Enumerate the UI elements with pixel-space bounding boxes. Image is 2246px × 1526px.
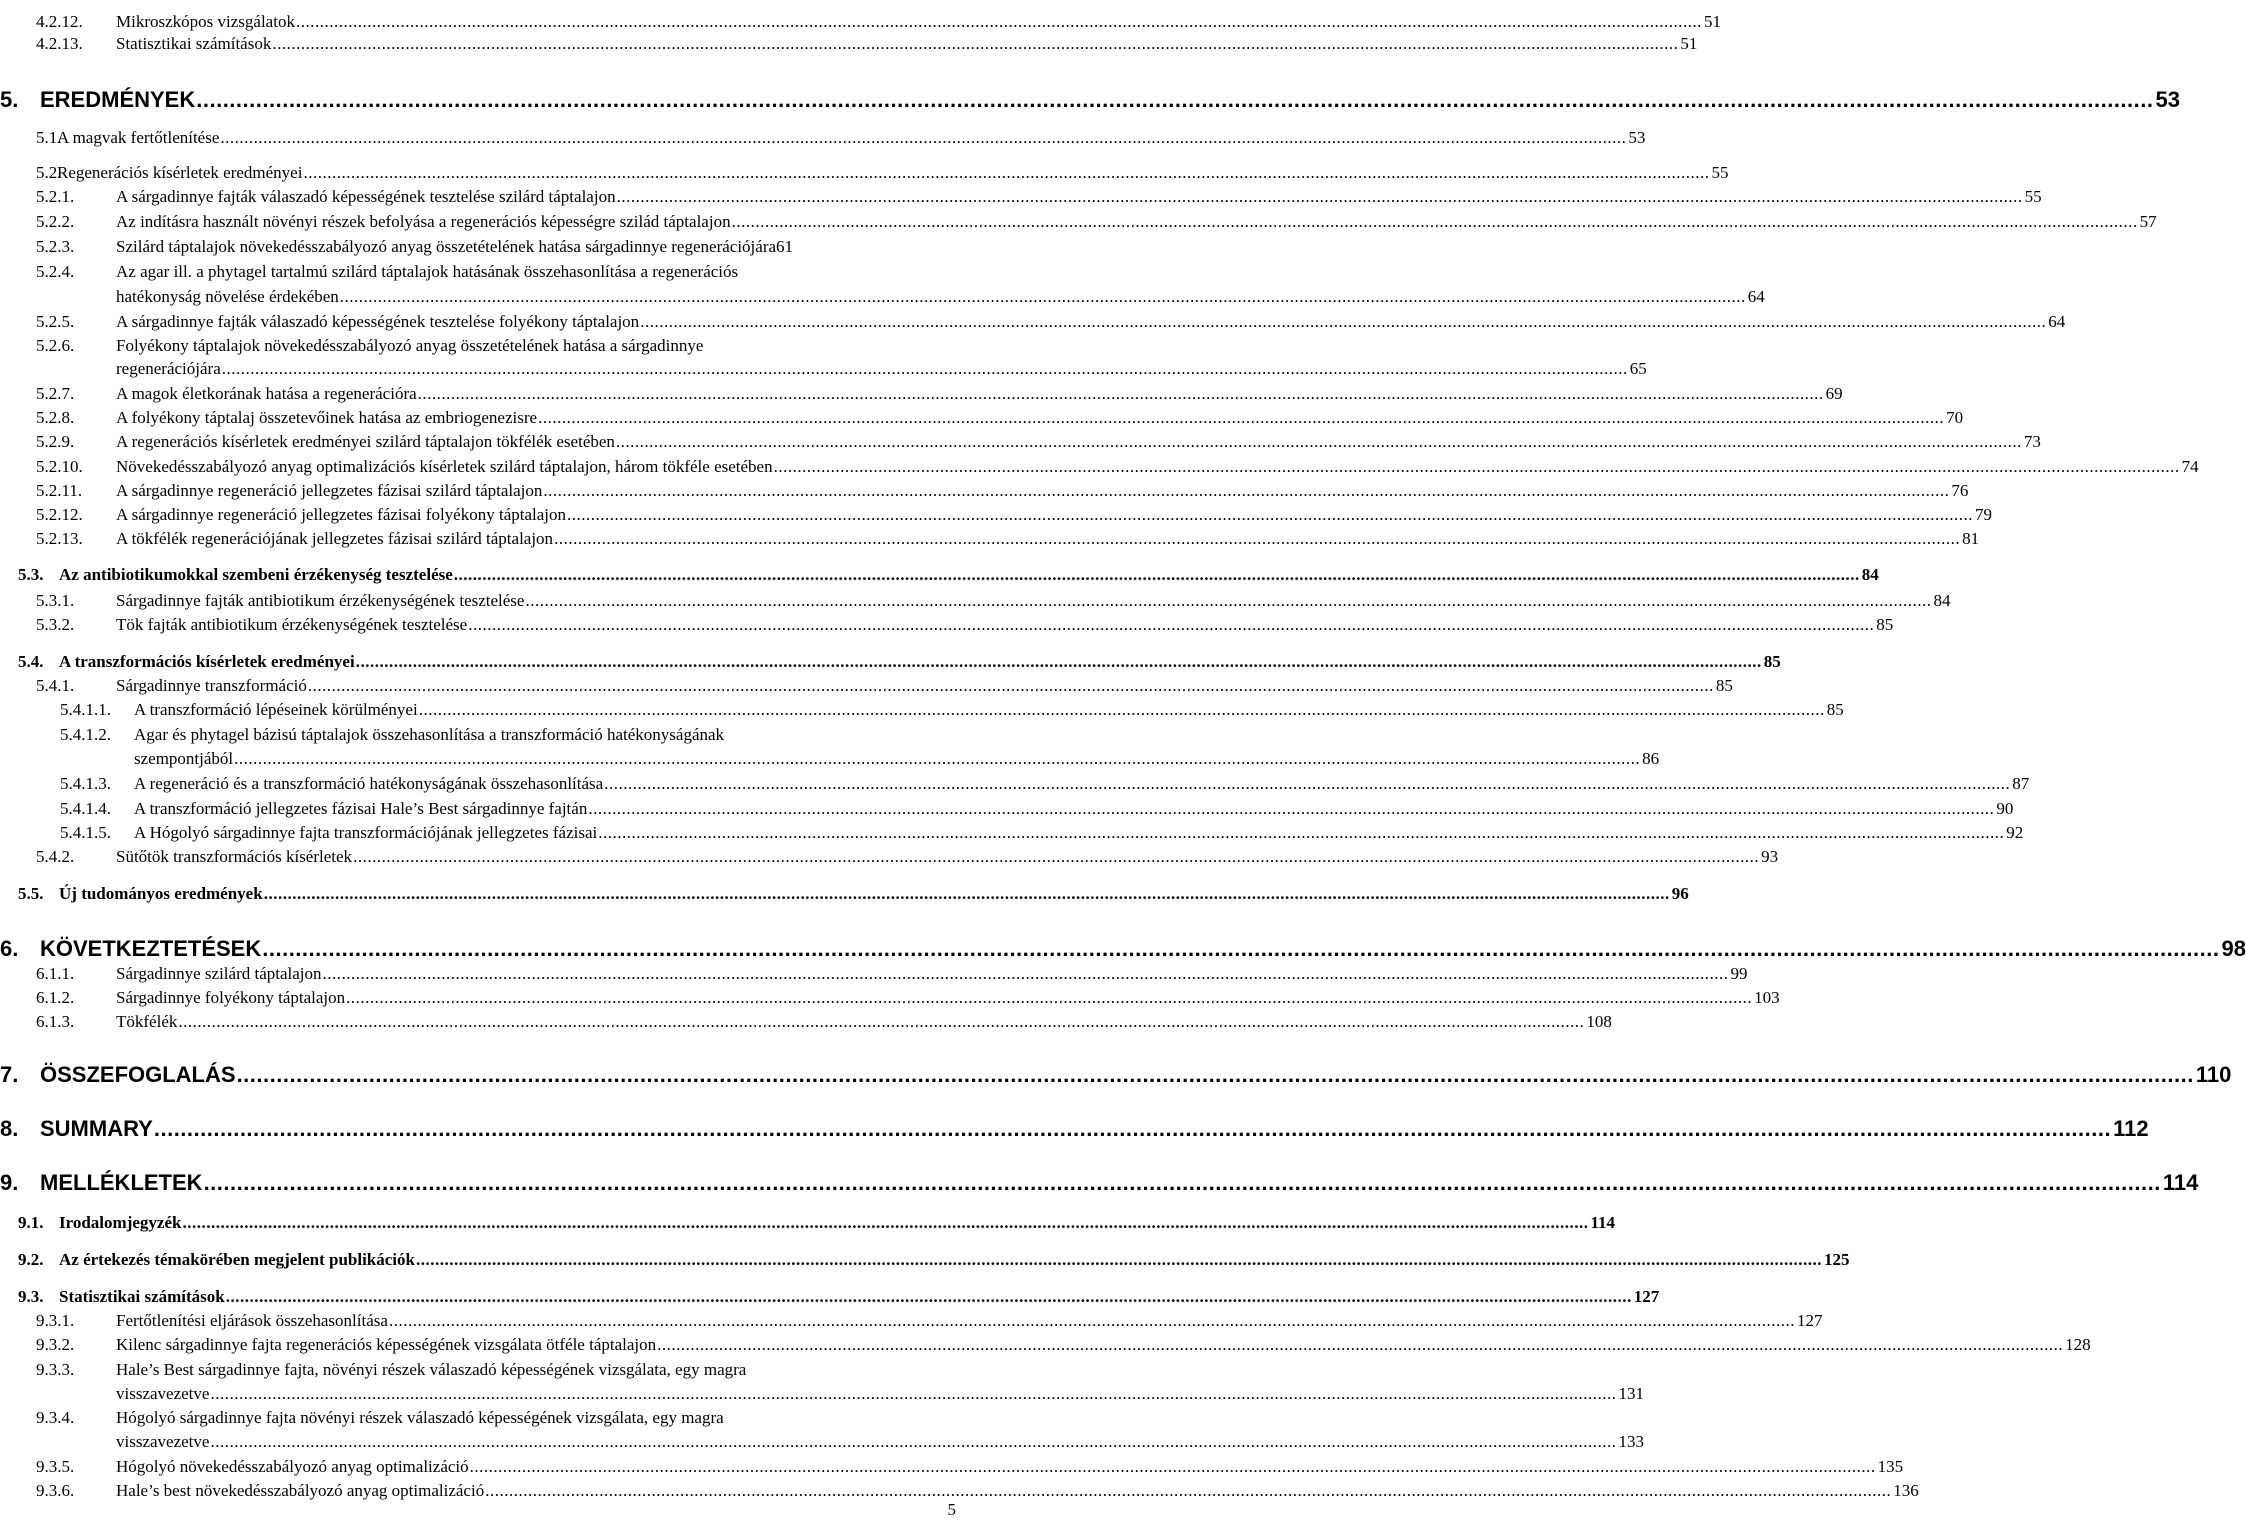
toc-entry-title: A sárgadinnye fajták válaszadó képességének tesztelése szilárd táptalajon <box>116 187 616 206</box>
toc-entry-title: Hale’s Best sárgadinnye fajta, növényi részek válaszadó képességének vizsgálata, egy magra <box>116 1360 747 1379</box>
toc-entry-number: 5.4.1. <box>36 676 75 695</box>
toc-entry-title: A transzformációs kísérletek eredményei <box>59 652 355 671</box>
toc-entry-page: 96 <box>1671 884 1689 903</box>
toc-entry[interactable] <box>36 12 1721 32</box>
toc-entry-title: EREDMÉNYEK <box>40 87 196 112</box>
dot-leader <box>237 1062 2194 1088</box>
toc-entry[interactable] <box>36 312 2066 332</box>
toc-entry-page: 61 <box>776 237 794 256</box>
toc-entry-page: 84 <box>1861 565 1879 584</box>
toc-entry[interactable] <box>18 1250 1850 1270</box>
toc-entry-title: Statisztikai számítások <box>116 34 272 53</box>
toc-entry-number: 9.2. <box>18 1250 44 1269</box>
toc-entry-page: 64 <box>1747 287 1765 306</box>
toc-entry-page: 114 <box>1590 1213 1616 1232</box>
dot-leader <box>588 799 1994 819</box>
toc-entry[interactable] <box>36 408 1964 428</box>
toc-entry-page: 133 <box>1618 1432 1644 1451</box>
toc-entry-number: 5.2.7. <box>36 384 75 403</box>
toc-entry-number: 6.1.2. <box>36 988 75 1007</box>
toc-entry-number: 9.3.3. <box>36 1360 75 1379</box>
toc-entry-title: A Hógolyó sárgadinnye fajta transzformációjának jellegzetes fázisai <box>134 823 598 842</box>
toc-chapter[interactable] <box>0 1062 2232 1088</box>
toc-entry-page: 57 <box>2139 212 2157 231</box>
toc-entry-title: A transzformáció jellegzetes fázisai Hale’s Best sárgadinnye fajtán <box>134 799 588 818</box>
toc-entry[interactable] <box>36 432 2041 452</box>
toc-entry-number: 5.5. <box>18 884 44 903</box>
toc-entry[interactable] <box>18 1213 1616 1233</box>
toc-entry-number: 5.2.11. <box>36 481 83 500</box>
dot-leader <box>210 1384 1616 1404</box>
toc-entry-page: 85 <box>1826 700 1844 719</box>
toc-entry-title: Tökfélék <box>116 1012 178 1031</box>
toc-entry-page: 69 <box>1825 384 1843 403</box>
toc-entry-title: Szilárd táptalajok növekedésszabályozó anyag összetételének hatása sárgadinnye regenerációjára <box>116 237 777 256</box>
toc-entry-page: 55 <box>2024 187 2042 206</box>
toc-entry-number: 5.2.5. <box>36 312 75 331</box>
toc-entry-page: 128 <box>2065 1335 2091 1354</box>
toc-entry-number: 9.3.1. <box>36 1311 75 1330</box>
dot-leader <box>356 652 1762 672</box>
toc-entry[interactable] <box>36 481 1969 501</box>
toc-entry-title: KÖVETKEZTETÉSEK <box>40 936 262 961</box>
page-number: 5 <box>947 1500 956 1519</box>
dot-leader <box>598 823 2004 843</box>
toc-entry-page: 76 <box>1951 481 1969 500</box>
dot-leader <box>416 1250 1822 1270</box>
toc-entry-number: 6.1.1. <box>36 964 75 983</box>
dot-leader <box>210 1432 1616 1452</box>
toc-chapter[interactable] <box>0 87 2180 113</box>
toc-entry-title: Sárgadinnye transzformáció <box>116 676 307 695</box>
toc-entry[interactable] <box>36 128 1646 148</box>
dot-leader <box>657 1335 2063 1355</box>
toc-entry-page: 65 <box>1629 359 1647 378</box>
toc-entry-number: 5.4.1.2. <box>60 725 111 744</box>
toc-entry-title-continued: regenerációjára <box>116 359 221 378</box>
dot-leader <box>323 964 1729 984</box>
dot-leader <box>264 884 1670 904</box>
toc-entry-title: A magok életkorának hatása a regenerációra <box>116 384 417 403</box>
toc-entry-number: 5.2.13. <box>36 529 83 548</box>
toc-entry-page: 73 <box>2023 432 2041 451</box>
dot-leader <box>774 457 2180 477</box>
toc-chapter[interactable] <box>0 936 2246 962</box>
dot-leader <box>303 163 1709 183</box>
toc-entry-title-continued: hatékonyság növelése érdekében <box>116 287 339 306</box>
toc-entry-page: 70 <box>1946 408 1964 427</box>
toc-entry-title: A tökfélék regenerációjának jellegzetes fázisai szilárd táptalajon <box>116 529 554 548</box>
toc-entry-line[interactable] <box>60 725 724 745</box>
dot-leader <box>567 505 1973 525</box>
toc-entry-number: 5.2.1. <box>36 187 75 206</box>
dot-leader <box>182 1213 1588 1233</box>
toc-entry-title: ÖSSZEFOGLALÁS <box>40 1062 236 1087</box>
toc-entry-number: 5.2.2. <box>36 212 75 231</box>
toc-entry[interactable] <box>36 676 1733 696</box>
toc-entry-page: 86 <box>1642 749 1660 768</box>
toc-entry[interactable] <box>36 384 1843 404</box>
toc-entry-title-continued: szempontjából <box>134 749 234 768</box>
toc-entry-number: 5.3.1. <box>36 591 75 610</box>
toc-entry-number: 5.2.9. <box>36 432 75 451</box>
toc-entry[interactable] <box>36 505 1992 525</box>
toc-entry-title: Kilenc sárgadinnye fajta regenerációs képességének vizsgálata ötféle táptalajon <box>116 1335 657 1354</box>
toc-entry-number: 4.2.12. <box>36 12 83 31</box>
toc-entry-number: 5.4.2. <box>36 847 75 866</box>
dot-leader <box>485 1481 1891 1501</box>
toc-entry-page: 53 <box>2155 87 2180 112</box>
dot-leader <box>272 34 1678 54</box>
toc-entry-page: 79 <box>1975 505 1992 524</box>
dot-leader <box>604 774 2010 794</box>
dot-leader <box>346 988 1752 1008</box>
toc-entry-continuation[interactable] <box>116 1432 1644 1452</box>
dot-leader <box>353 847 1759 867</box>
toc-entry-page: 93 <box>1761 847 1779 866</box>
toc-entry-page: 98 <box>2221 936 2246 961</box>
toc-entry-number: 6.1.3. <box>36 1012 75 1031</box>
toc-chapter[interactable] <box>0 1116 2149 1142</box>
toc-entry-number: 5.1. <box>36 128 62 147</box>
toc-entry-number: 5.2.8. <box>36 408 75 427</box>
toc-entry[interactable] <box>36 212 2157 232</box>
toc-entry-title: Fertőtlenítési eljárások összehasonlítása <box>116 1311 388 1330</box>
toc-entry-number: 5. <box>0 87 19 112</box>
dot-leader <box>617 187 2023 207</box>
toc-entry-page: 53 <box>1628 128 1646 147</box>
toc-entry[interactable] <box>36 1012 1612 1032</box>
dot-leader <box>468 615 1874 635</box>
toc-entry-page: 108 <box>1586 1012 1612 1031</box>
toc-entry-page: 64 <box>2048 312 2066 331</box>
toc-entry-title: Hógolyó növekedésszabályozó anyag optimalizáció <box>116 1457 469 1476</box>
toc-entry-number: 4.2.13. <box>36 34 83 53</box>
toc-entry-title: A sárgadinnye fajták válaszadó képességének tesztelése folyékony táptalajon <box>116 312 640 331</box>
toc-entry[interactable] <box>36 591 1951 611</box>
toc-entry-number: 9.3.5. <box>36 1457 75 1476</box>
toc-entry-page: 85 <box>1876 615 1894 634</box>
toc-entry[interactable] <box>36 988 1780 1008</box>
dot-leader <box>732 212 2138 232</box>
toc-entry-page: 51 <box>1703 12 1721 31</box>
toc-entry-continuation[interactable] <box>134 749 1660 769</box>
dot-leader <box>418 384 1824 404</box>
dot-leader <box>389 1311 1795 1331</box>
toc-entry-title: Az antibiotikumokkal szembeni érzékenység tesztelése <box>59 565 453 584</box>
dot-leader <box>616 432 2022 452</box>
dot-leader <box>204 1170 2161 1196</box>
toc-entry-number: 5.2.12. <box>36 505 83 524</box>
dot-leader <box>538 408 1944 428</box>
toc-entry-line[interactable] <box>36 1408 724 1428</box>
toc-entry[interactable] <box>36 964 1748 984</box>
toc-entry[interactable] <box>36 1457 1904 1477</box>
toc-entry-number: 9. <box>0 1170 19 1195</box>
toc-entry-continuation[interactable] <box>116 359 1647 379</box>
toc-entry-page: 112 <box>2113 1116 2149 1141</box>
dot-leader <box>308 676 1714 696</box>
toc-entry-number: 9.3. <box>18 1287 44 1306</box>
toc-entry[interactable] <box>36 237 958 257</box>
dot-leader <box>470 1457 1876 1477</box>
toc-entry[interactable] <box>36 163 1729 183</box>
toc-entry-title: Az indításra használt növényi részek befolyása a regenerációs képességre szilád táptalajon <box>116 212 731 231</box>
toc-entry-title: Sárgadinnye szilárd táptalajon <box>116 964 322 983</box>
toc-entry-title: Mikroszkópos vizsgálatok <box>116 12 295 31</box>
toc-entry-continuation[interactable] <box>116 1384 1644 1404</box>
toc-entry-page: 99 <box>1730 964 1748 983</box>
toc-entry[interactable] <box>60 799 2014 819</box>
toc-entry-number: 5.3. <box>18 565 44 584</box>
toc-entry[interactable] <box>36 1481 1919 1501</box>
dot-leader <box>543 481 1949 501</box>
toc-entry-title: A folyékony táptalaj összetevőinek hatása az embriogenezisre <box>116 408 538 427</box>
dot-leader <box>226 1287 1632 1307</box>
toc-entry-page: 74 <box>2181 457 2199 476</box>
toc-entry[interactable] <box>18 652 1781 672</box>
toc-entry-title: Agar és phytagel bázisú táptalajok összehasonlítása a transzformáció hatékonyságának <box>134 725 725 744</box>
toc-entry[interactable] <box>36 1335 2091 1355</box>
toc-entry[interactable] <box>18 884 1689 904</box>
toc-entry-number: 9.3.4. <box>36 1408 75 1427</box>
toc-entry[interactable] <box>36 847 1779 867</box>
toc-entry-page: 84 <box>1933 591 1951 610</box>
toc-entry-line[interactable] <box>36 1360 746 1380</box>
toc-entry-title: Statisztikai számítások <box>59 1287 225 1306</box>
dot-leader <box>154 1116 2111 1142</box>
toc-entry-page: 127 <box>1633 1287 1660 1306</box>
toc-entry-title: A sárgadinnye regeneráció jellegzetes fázisai szilárd táptalajon <box>116 481 543 500</box>
toc-entry-title: A transzformáció lépéseinek körülményei <box>134 700 418 719</box>
toc-entry[interactable] <box>36 1311 1823 1331</box>
dot-leader <box>525 591 1931 611</box>
toc-entry-page: 90 <box>1996 799 2014 818</box>
toc-entry-page: 125 <box>1823 1250 1850 1269</box>
dot-leader <box>454 565 1860 585</box>
toc-entry-page: 131 <box>1618 1384 1644 1403</box>
toc-entry-number: 9.3.6. <box>36 1481 75 1500</box>
dot-leader <box>220 128 1626 148</box>
toc-entry-page: 81 <box>1962 529 1980 548</box>
dot-leader <box>178 1012 1584 1032</box>
toc-entry-page: 55 <box>1711 163 1729 182</box>
toc-entry-title: Sárgadinnye folyékony táptalajon <box>116 988 346 1007</box>
toc-entry[interactable] <box>36 529 1980 549</box>
toc-entry-title: A regeneráció és a transzformáció hatékonyságának összehasonlítása <box>134 774 604 793</box>
toc-entry-number: 5.2.10. <box>36 457 83 476</box>
toc-entry-title: Tök fajták antibiotikum érzékenységének tesztelése <box>116 615 468 634</box>
toc-entry-number: 9.1. <box>18 1213 44 1232</box>
toc-entry-title: Az értekezés témakörében megjelent publikációk <box>59 1250 415 1269</box>
toc-entry-title: Növekedésszabályozó anyag optimalizációs kísérletek szilárd táptalajon, három tökféle esetében <box>116 457 773 476</box>
toc-entry-number: 5.4.1.3. <box>60 774 111 793</box>
toc-entry-page: 87 <box>2012 774 2030 793</box>
dot-leader <box>419 700 1825 720</box>
toc-entry-page: 103 <box>1754 988 1780 1007</box>
toc-entry-title: A magvak fertőtlenítése <box>57 128 220 147</box>
dot-leader <box>222 359 1628 379</box>
toc-entry-title: A regenerációs kísérletek eredményei szilárd táptalajon tökfélék esetében <box>116 432 615 451</box>
toc-entry[interactable] <box>36 457 2199 477</box>
toc-entry[interactable] <box>36 34 1698 54</box>
toc-entry-title: Hógolyó sárgadinnye fajta növényi részek válaszadó képességének vizsgálata, egy magra <box>116 1408 724 1427</box>
toc-entry-number: 5.4.1.4. <box>60 799 111 818</box>
toc-entry[interactable] <box>36 615 1894 635</box>
toc-entry-line[interactable] <box>36 336 703 356</box>
toc-entry[interactable] <box>60 823 2024 843</box>
dot-leader <box>196 87 2153 113</box>
toc-entry-title: SUMMARY <box>40 1116 153 1141</box>
dot-leader <box>234 749 1640 769</box>
toc-entry-title-continued: visszavezetve <box>116 1384 210 1403</box>
toc-entry-title: A sárgadinnye regeneráció jellegzetes fázisai folyékony táptalajon <box>116 505 566 524</box>
dot-leader <box>296 12 1702 32</box>
toc-chapter[interactable] <box>0 1170 2199 1196</box>
toc-entry-page: 51 <box>1680 34 1698 53</box>
toc-entry-number: 7. <box>0 1062 19 1087</box>
dot-leader <box>340 287 1746 307</box>
toc-entry-line[interactable] <box>36 262 738 282</box>
toc-entry-title: Új tudományos eredmények <box>59 884 263 903</box>
dot-leader <box>554 529 1960 549</box>
toc-entry-page: 85 <box>1763 652 1781 671</box>
toc-entry-title: Sárgadinnye fajták antibiotikum érzékenységének tesztelése <box>116 591 525 610</box>
toc-entry-continuation[interactable] <box>116 287 1765 307</box>
toc-entry-page: 110 <box>2195 1062 2232 1087</box>
toc-entry[interactable] <box>18 1287 1660 1307</box>
toc-entry-title-continued: visszavezetve <box>116 1432 210 1451</box>
toc-entry-title: Az agar ill. a phytagel tartalmú szilárd táptalajok hatásának összehasonlítása a regenerációs <box>116 262 739 281</box>
toc-entry-number: 5.2.4. <box>36 262 75 281</box>
toc-entry-title: Regenerációs kísérletek eredményei <box>57 163 303 182</box>
toc-entry[interactable] <box>60 700 1844 720</box>
toc-entry-number: 5.2. <box>36 163 62 182</box>
toc-entry-number: 9.3.2. <box>36 1335 75 1354</box>
toc-entry-title: MELLÉKLETEK <box>40 1170 203 1195</box>
toc-entry-number: 5.4. <box>18 652 44 671</box>
toc-entry-page: 136 <box>1893 1481 1919 1500</box>
dot-leader <box>640 312 2046 332</box>
toc-entry-page: 92 <box>2006 823 2024 842</box>
toc-entry-page: 127 <box>1796 1311 1823 1330</box>
toc-entry-number: 5.2.3. <box>36 237 75 256</box>
toc-entry-number: 8. <box>0 1116 19 1141</box>
toc-entry-title: Hale’s best növekedésszabályozó anyag optimalizáció <box>116 1481 485 1500</box>
toc-entry-number: 6. <box>0 936 19 961</box>
toc-entry-title: Folyékony táptalajok növekedésszabályozó anyag összetételének hatása a sárgadinnye <box>116 336 704 355</box>
toc-entry[interactable] <box>18 565 1879 585</box>
dot-leader <box>262 936 2219 962</box>
toc-entry-title: Irodalomjegyzék <box>59 1213 182 1232</box>
toc-entry-page: 114 <box>2162 1170 2199 1195</box>
toc-entry-page: 135 <box>1877 1457 1904 1476</box>
toc-entry[interactable] <box>60 774 2030 794</box>
toc-entry-title: Sütőtök transzformációs kísérletek <box>116 847 353 866</box>
toc-entry-number: 5.4.1.5. <box>60 823 111 842</box>
toc-entry-page: 85 <box>1715 676 1733 695</box>
toc-entry-number: 5.4.1.1. <box>60 700 111 719</box>
toc-entry-number: 5.2.6. <box>36 336 75 355</box>
toc-entry[interactable] <box>36 187 2042 207</box>
toc-entry-number: 5.3.2. <box>36 615 75 634</box>
